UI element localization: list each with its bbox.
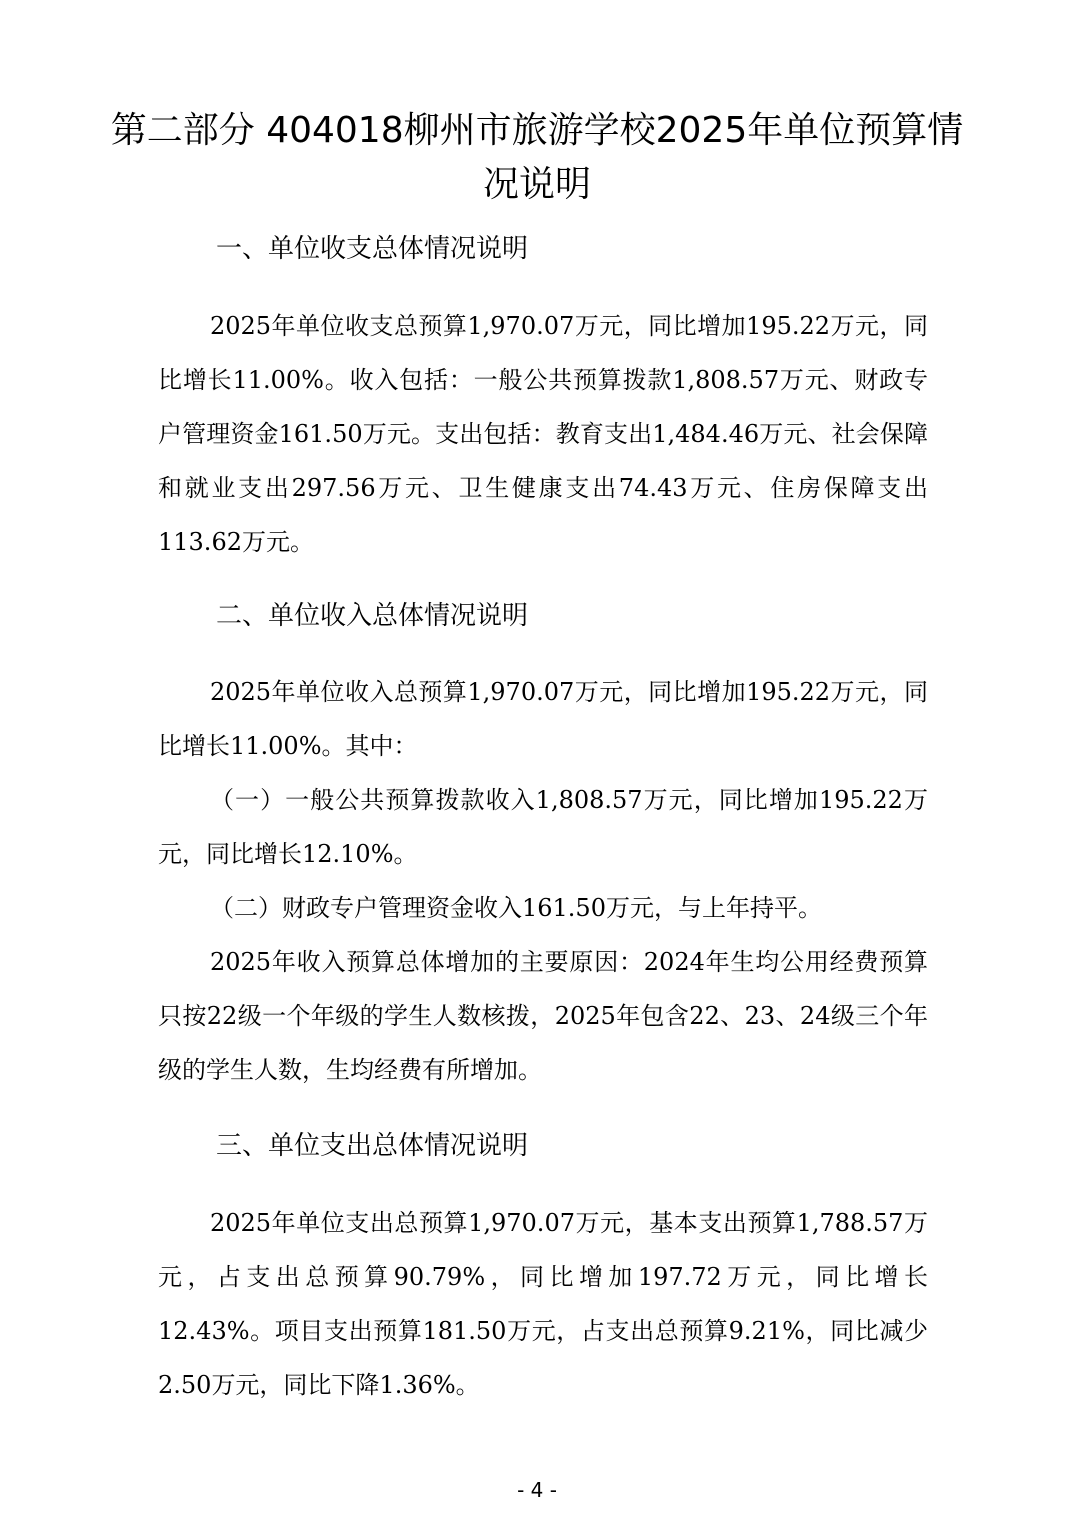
section-heading-3: 三、单位支出总体情况说明	[216, 1131, 529, 1161]
section-2-paragraph-3: （二）财政专户管理资金收入161.50万元，与上年持平。	[210, 894, 822, 922]
section-2-paragraph-1: 2025年单位收入总预算1,970.07万元，同比增加195.22万元，同比增长11.00%。其中：	[158, 678, 928, 760]
section-1-paragraph-1: 2025年单位收支总预算1,970.07万元，同比增加195.22万元，同比增长11.00%。收入包括：一般公共预算拨款1,808.57万元、财政专户管理资金161.50万元。支出包括：教育支出1,484.46万元、社会保障和就业支出297.56万元、卫生健康支出74.43万元、住房保障支出113.62万元。	[158, 312, 928, 556]
section-2-paragraph-4: 2025年收入预算总体增加的主要原因：2024年生均公用经费预算只按22级一个年级的学生人数核拨，2025年包含22、23、24级三个年级的学生人数，生均经费有所增加。	[158, 948, 928, 1084]
page-title: 第二部分 404018柳州市旅游学校2025年单位预算情况说明	[110, 110, 964, 205]
section-heading-2: 二、单位收入总体情况说明	[216, 601, 529, 631]
section-3-paragraph-1: 2025年单位支出总预算1,970.07万元，基本支出预算1,788.57万元，占支出总预算90.79%，同比增加197.72万元，同比增长12.43%。项目支出预算181.50万元，占支出总预算9.21%，同比减少2.50万元，同比下降1.36%。	[158, 1209, 928, 1399]
section-heading-1: 一、单位收支总体情况说明	[216, 234, 529, 264]
section-2-paragraph-2: （一）一般公共预算拨款收入1,808.57万元，同比增加195.22万元，同比增长12.10%。	[158, 786, 928, 868]
page-number: - 4 -	[517, 1478, 557, 1502]
